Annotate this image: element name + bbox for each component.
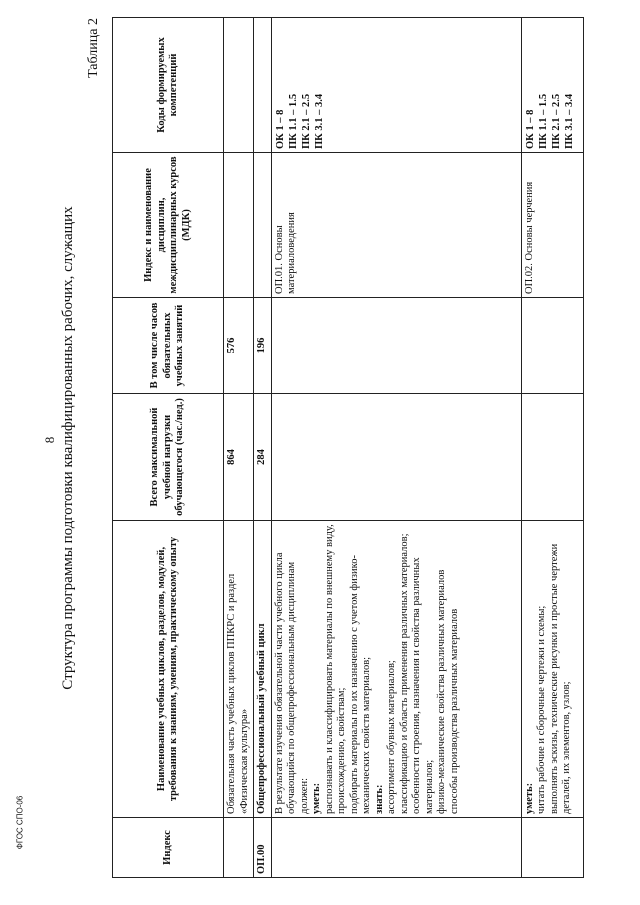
mandatory-part-text: Обязательная часть учебных циклов ППКРС и раздел «Физическая культура»: [224, 521, 254, 818]
op01-znat-item: ассортимент обувных материалов;: [386, 660, 397, 814]
op02-umet-item: выполнять эскизы, технические рисунки и простые чертежи деталей, их элементов, узлов;: [548, 543, 572, 814]
header-competences: Коды формируемых компетенций: [113, 18, 224, 153]
row-op00: [254, 18, 272, 878]
table-label: Таблица 2: [86, 18, 101, 78]
op01-intro: В результате изучения обязательной части учебного цикла обучающийся по общепрофессиональным дисциплинам должен:: [273, 552, 310, 814]
footer-code: ФГОС СПО-06: [15, 795, 25, 850]
header-name: Наименование учебных циклов, разделов, модулей, требования к знаниям, умениям, практическому опыту: [113, 521, 224, 818]
op01-code: ОК 1 – 8: [274, 109, 286, 149]
op01-znat-label: знать:: [373, 784, 385, 814]
header-mandatory: В том числе часов обязательных учебных занятий: [113, 298, 224, 394]
row-mandatory-part: [224, 18, 254, 878]
cell-empty: [521, 818, 583, 878]
op00-mandatory: 196: [254, 298, 272, 394]
op01-znat-item: физико-механические свойства различных материалов: [436, 569, 447, 814]
cell-empty: [224, 818, 254, 878]
op01-code: ПК 3.1 – 3.4: [313, 93, 325, 149]
cell-empty: [254, 153, 272, 298]
op02-code: ПК 3.1 – 3.4: [563, 93, 575, 149]
header-max-load: Всего максимальной учебной нагрузки обучающегося (час./нед.): [113, 394, 224, 521]
header-index: Индекс: [113, 818, 224, 878]
op02-umet-item: читать рабочие и сборочные чертежи и схемы;: [536, 605, 547, 814]
mandatory-part-max-load: 864: [224, 394, 254, 521]
op02-code: ПК 2.1 – 2.5: [550, 93, 562, 149]
cell-empty: [521, 394, 583, 521]
op01-znat-item: классификацию и область применения различных материалов;: [398, 533, 410, 814]
rotated-page-content: [60, 18, 620, 878]
cell-empty: [521, 298, 583, 394]
cell-empty: [254, 18, 272, 153]
cell-empty: [271, 394, 521, 521]
op01-znat-item: способы производства различных материалов: [448, 608, 460, 814]
op01-umet-item: подбирать материалы по их назначению с учетом физико-механических свойств материалов;: [348, 555, 372, 814]
op01-discipline: ОП.01. Основы материаловедения: [271, 153, 521, 298]
op02-code: ПК 1.1 – 1.5: [537, 93, 549, 149]
op01-umet-label: уметь:: [311, 782, 322, 814]
row-op01: [271, 18, 521, 878]
op01-code: ПК 1.1 – 1.5: [287, 93, 299, 149]
header-discipline: Индекс и наименование дисциплин, междисциплинарных курсов (МДК): [113, 153, 224, 298]
op00-max-load: 284: [254, 394, 272, 521]
op02-requirements: [521, 521, 583, 818]
row-op02: [521, 18, 583, 878]
op01-code: ПК 2.1 – 2.5: [300, 93, 312, 149]
op01-requirements: [271, 521, 521, 818]
page-number: 8: [42, 436, 57, 444]
op02-discipline: ОП.02. Основы черчения: [521, 153, 583, 298]
op01-znat-item: особенности строения, назначения и свойства различных материалов;: [411, 557, 435, 814]
op02-codes: [521, 18, 583, 153]
op00-index: ОП.00: [254, 818, 272, 878]
table-header-row: [113, 18, 224, 878]
op02-code: ОК 1 – 8: [524, 109, 536, 149]
op00-text: Общепрофессиональный учебный цикл: [254, 521, 272, 818]
mandatory-part-mandatory: 576: [224, 298, 254, 394]
cell-empty: [224, 18, 254, 153]
cell-empty: [271, 818, 521, 878]
program-structure-table: [112, 17, 584, 878]
op01-umet-item: распознавать и классифицировать материалы по внешнему виду, происхождению, свойствам;: [323, 524, 347, 814]
op02-umet-label: уметь:: [523, 782, 535, 814]
page-title: Структура программы подготовки квалифицированных рабочих, служащих: [60, 206, 76, 690]
cell-empty: [271, 298, 521, 394]
cell-empty: [224, 153, 254, 298]
op01-codes: [271, 18, 521, 153]
